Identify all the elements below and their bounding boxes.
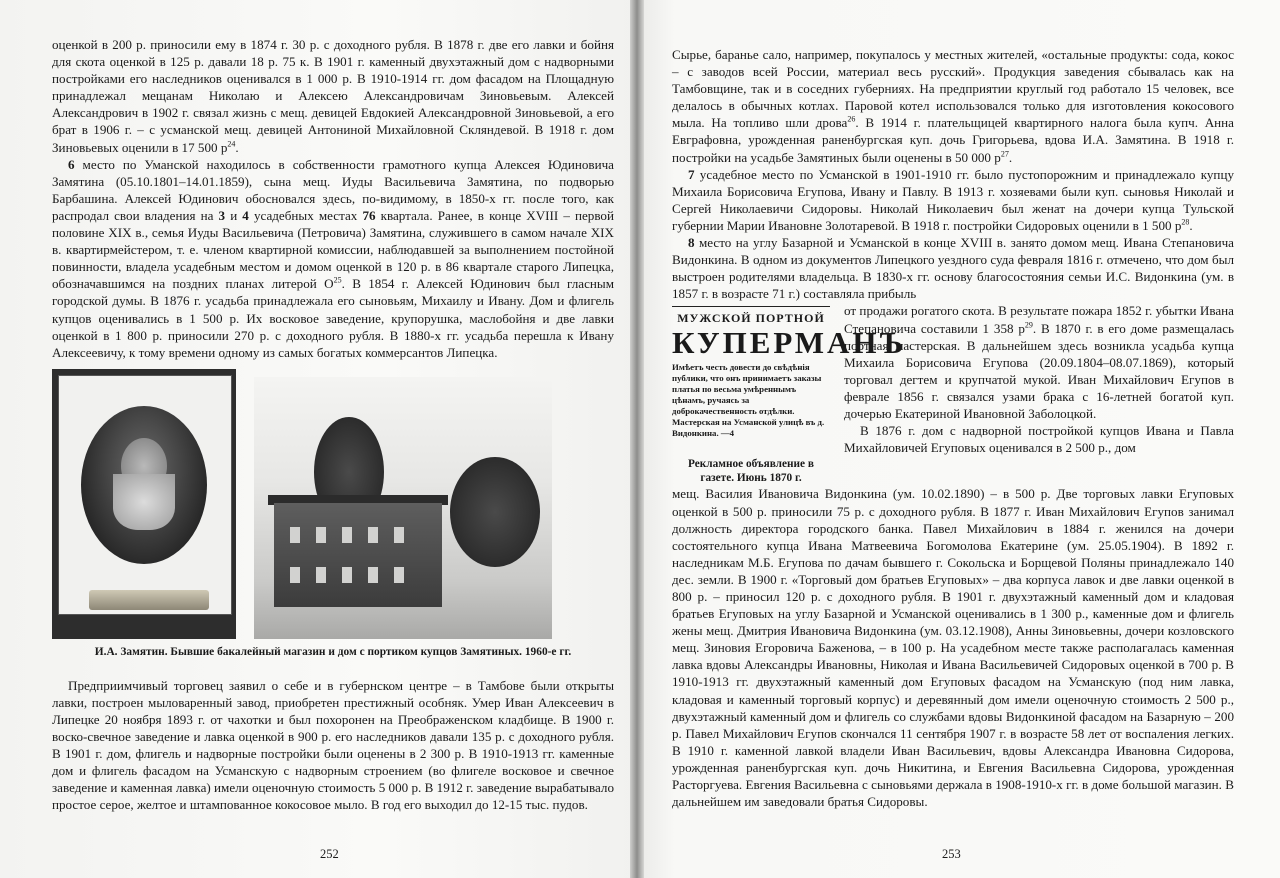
portrait-oval xyxy=(81,406,207,564)
text: место на углу Базарной и Усманской в конце XVIII в. занято домом мещ. Ивана Степановича Видонкина. В одном из документов Липецкого уездного суда февраля 1816 г. отмечено, что дом был выстроен родителями владельца. В 1830-х гг. основу благосостояния семьи И.С. Видонкина (ум. в 1857 г. в возрасте 71 г.) составляла прибыль xyxy=(672,235,1234,302)
right-paragraph-2 xyxy=(672,166,1234,234)
tree-image xyxy=(450,457,540,567)
text: место по Уманской находилось в собственности грамотного купца Алексея Юдиновича Замятина (05.10.1801–14.01.1859), сына мещ. Иуды Васильевича Замятина, по подворью Барбашина. Алексей Юдинович обосновался здесь, по-видимому, в 1850-х гг. после того, как распродал свои владения на xyxy=(52,156,614,223)
text: . xyxy=(1189,217,1193,233)
ad-heading: МУЖСКОЙ ПОРТНОЙ xyxy=(677,311,825,326)
building-window xyxy=(394,527,404,543)
building-window xyxy=(316,527,326,543)
portrait-photo xyxy=(52,369,236,639)
book-gutter xyxy=(630,0,644,878)
ad-caption: Рекламное объявление в газете. Июнь 1870 г. xyxy=(688,458,814,485)
text: . xyxy=(1008,149,1013,165)
text: . В 1914 г. плательщицей квартирного налога была купч. Анна Евграфовна, урожденная раненбургская куп. дочь Григорьева, вдова И.А. Замятина. В 1918 г. постройки на усадьбе Замятиных были оценены в 50 000 р xyxy=(672,115,1234,165)
right-paragraph-3 xyxy=(672,234,1234,302)
text: . В 1870 г. в его доме размещалась портная мастерская. В дальнейшем здесь возникла усадьба купца Михаила Борисовича Егупова (20.09.1804–08.07.1869), который торговал дегтем и крупчатой мукой. Иван Михайлович Егупов в феврале 1856 г. связался узами брака с 16-летней богатой куп. дочерью Екатериной Ивановной Заболоцкой. xyxy=(844,320,1234,421)
building-window xyxy=(368,567,378,583)
footnote-ref: 26 xyxy=(847,115,856,125)
place-number: 7 xyxy=(688,166,695,182)
right-paragraph-4-start: В 1876 г. дом с надворной постройкой купцов Ивана и Павла Михайловичей Егуповых оценивался в 2 500 р., дом xyxy=(844,423,1234,456)
left-paragraph-3: Предприимчивый торговец заявил о себе и в губернском центре – в Тамбове были открыты лавки, построен мыловаренный завод, приобретен престижный особняк. Умер Иван Алексеевич в Липецке 20 ноября 1893 г. от чахотки и был похоронен на Преображенском кладбище. В 1900 г. воско-свечное заведение и лавка оценкой в 900 р. его наследников давали 135 р. с доходного рубля. В 1901 г. дом, флигель и надворные постройки были оценены в 2 300 р. В 1910-1913 гг. каменные дом и флигель фасадом на Усманскую с надворным строением (во флигеле восковое и свечное заведение и каменная лавка) имели оценочную стоимость 5 000 р. В 1912 г. заведение вырабатывало простое серое, желтое и штампованное кокосовое мыло. В год его выходил до 12-15 тыс. пудов. xyxy=(52,677,614,813)
footnote-ref: 28 xyxy=(1181,217,1190,227)
ad-name: КУПЕРМАНЪ xyxy=(672,325,907,361)
bold-number: 76 xyxy=(362,207,376,223)
footnote-ref: 25 xyxy=(333,275,342,285)
left-page xyxy=(0,0,636,878)
ad-mark: —4 xyxy=(720,428,735,439)
ad-body xyxy=(672,362,830,439)
text: квартала. Ранее, в конце XVIII – первой половине XIX в., семья Иуды Васильевича (Петровича) Замятина, служившего в самом начале XIX в. квартирмейстером, т. е. членом квартирной комиссии, наблюдавшей за выполнением постойной повинности, владела усадебным местом и домом оценкой в 120 р. в 86 квартале старого Липецка, обозначавшимся на поздних планах литерой O xyxy=(52,207,614,292)
street-photo xyxy=(254,377,552,639)
text: Имѣетъ честь довести до свѣдѣнія публики, что онъ принимаетъ заказы платья по весьма умѣреннымъ цѣнамъ, ручаясь за доброкачественность отдѣлки. Мастерская на Усманской улицѣ въ д. Видонкина. xyxy=(672,362,825,439)
building-window xyxy=(368,527,378,543)
building-window xyxy=(290,567,300,583)
ad-wrap xyxy=(672,302,1234,485)
building-window xyxy=(342,567,352,583)
ad-box xyxy=(672,306,907,439)
page-number-right: 253 xyxy=(942,847,961,861)
newspaper-ad xyxy=(672,306,907,485)
photo-block xyxy=(52,369,614,639)
text: усадебных местах xyxy=(248,207,363,223)
footnote-ref: 24 xyxy=(227,139,236,149)
footnote-ref: 27 xyxy=(1000,149,1009,159)
bold-number: 4 xyxy=(242,207,249,223)
right-paragraph-1 xyxy=(672,46,1234,166)
text: оценкой в 200 р. приносили ему в 1874 г. 30 р. с доходного рубля. В 1878 г. две его лавки и бойня для скота оценкой в 125 р. давали 18 р. 75 к. В 1901 г. каменный двухэтажный дом с надворными постройками его наследников оценивался в 1 000 р. В 1910-1914 гг. дом фасадом на Площадную принадлежал мещанам Николаю и Алексею Александровичам Зиновьевым. Алексей Александрович в 1902 г. связал жизнь с мещ. девицей Евдокией Александровной Зиновьевой, а его брат в 1906 г. – с усманской мещ. девицей Антониной Михайловной Скляндевой. В 1918 г. дом Зиновьевых оценили в 17 500 р xyxy=(52,37,614,155)
ad-side-text xyxy=(844,302,1234,485)
text: и xyxy=(225,207,243,223)
building-window xyxy=(342,527,352,543)
building-window xyxy=(316,567,326,583)
text: . В 1854 г. Алексей Юдинович был гласным городской думы. В 1876 г. усадьба принадлежала его сыновьям, Михаилу и Ивану. Дом и флигель купцов оценивались в 1 500 р. Их восковое заведение, крупорушка, маслобойня и две лавки оценкой в 1 800 р. приносили 270 р. с доходного рубля. В 1880-х гг. усадьба перешла к Ивану Алексеевичу, к тому времени одному из самых богатых коммерсантов Липецка. xyxy=(52,276,614,360)
text: от продажи рогатого скота. В результате пожара 1852 г. убытки Ивана Степановича составили 1 358 р xyxy=(844,303,1234,336)
place-number: 8 xyxy=(688,235,695,251)
text: Сырье, баранье сало, например, покупалось у местных жителей, «остальные продукты: сода, кокос – с заводов всей России, материал весь русский». Продукция заведения сбывалась как на Тамбовщине, так и в соседних губерниях. На предприятии круглый год работало 15 человек, все делалось в обычных котлах. Паровой котел использовался только для изготовления кокосового мыла. На топливо шли дрова xyxy=(672,47,1234,131)
right-paragraph-4: мещ. Василия Ивановича Видонкина (ум. 10.02.1890) – в 500 р. Две торговых лавки Егуповых оценкой в 500 р. приносили 75 р. с доходного рубля. В 1877 г. Иван Михайлович Егупов занимал должность директора городского банка. Павел Михайлович в 1884 г. женился на дочери состоятельного купца Ивана Матвеевича Богомолова Екатерине (ум. 25.05.1904). В 1892 г. наследникам М.Б. Егупова по дачам бывшего г. Сокольска и Борщевой Поляны принадлежало 140 дес. земли. В 1900 г. «Торговый дом братьев Егуповых» – два корпуса лавок и две лавки оценкой в 800 р. – приносил 120 р. с доходного рубля. В 1901 г. двухэтажный каменный дом и кладовая братьев Егуповых на углу Базарной и Усманской оценивались в 1 300 р., каменные дом и флигель жены мещ. Дмитрия Ивановича Видонкина (ум. 03.12.1908), Анны Зиновьевны, дочери козловского мещ. Зиновия Егоровича Баженова, – в 100 р. На усадебном месте также располагалась каменная лавка вдовы Александры Ивановны, Николая и Ивана Васильевичей Сидоровых оценкой в 700 р. В 1910-1913 гг. двухэтажный каменный дом Егуповых фасадом на Усманскую (под ним лавка, кладовая и каменный торговый корпус) и деревянный дом имели оценочную стоимость 2 500 р., двухэтажный каменный дом и флигель со службами вдовы Видонкиной фасадом на Базарную – 200 р. Павел Михайлович Егупов скончался 11 сентября 1907 г. в возрасте 58 лет от воспаления легких. В 1910 г. каменной лавкой владели Иван Васильевич, вдовы Александра Ивановна Сидорова, урожденная раненбургская куп. дочь Никитина, и Евгения Васильевна Сидорова, урожденная Расторгуева. Евгения Васильевна с сыновьями держала в 1908-1910-х гг. в доме большой магазин. В дальнейшем им заведовали братья Сидоровы. xyxy=(672,486,1234,810)
text: усадебное место по Усманской в 1901-1910 гг. было пустопорожним и принадлежало купцу Михаила Борисовича Егупова, Ивану и Павлу. В 1913 г. хозяевами были куп. сыновья Николай и Сергей Николаевичи Сидоровы. Николай Николаевич был женат на дочери купца Тульской губернии Марии Ивановне Золотаревой. В 1918 г. постройки Сидоровых оценили в 1 500 р xyxy=(672,166,1234,233)
photo-studio-plaque xyxy=(89,590,209,610)
bold-number: 3 xyxy=(218,207,226,223)
photo-caption: И.А. Замятин. Бывшие бакалейный магазин и дом с портиком купцов Замятиных. 1960-е гг. xyxy=(94,645,572,658)
building-image xyxy=(274,503,442,607)
building-window xyxy=(290,527,300,543)
left-paragraph-2 xyxy=(52,156,614,361)
left-paragraph-1 xyxy=(52,36,614,156)
portrait-beard xyxy=(113,474,175,530)
right-page xyxy=(636,0,1280,878)
right-paragraph-3-cont xyxy=(844,302,1234,422)
page-number-left: 252 xyxy=(320,847,339,861)
portrait-frame xyxy=(58,375,232,615)
place-number: 6 xyxy=(68,156,75,172)
footnote-ref: 29 xyxy=(1024,320,1033,330)
text: . xyxy=(235,139,239,155)
building-window xyxy=(394,567,404,583)
